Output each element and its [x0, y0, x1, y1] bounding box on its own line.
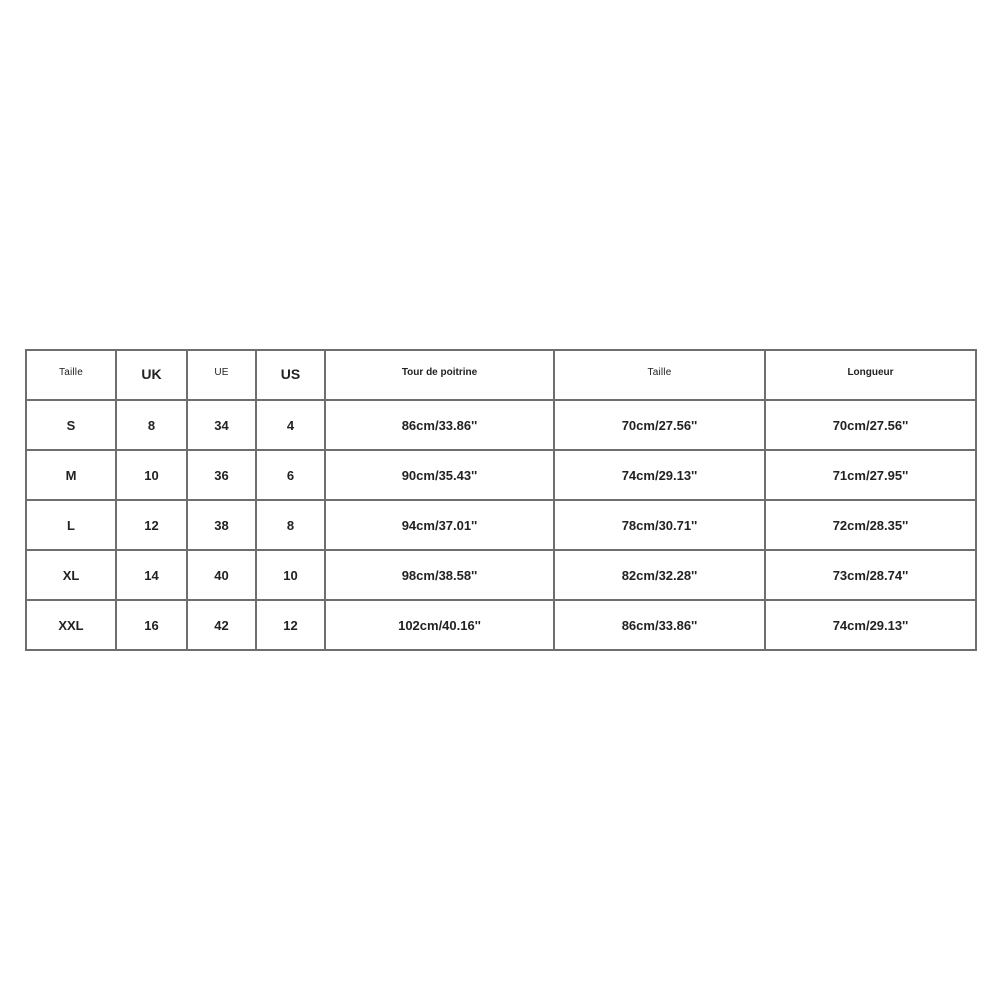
header-label: Longueur — [847, 367, 894, 378]
header-cell-us — [256, 350, 325, 400]
table-row — [26, 550, 976, 600]
header-label: US — [280, 366, 301, 382]
table-row — [26, 500, 976, 550]
header-cell-ue — [187, 350, 256, 400]
table-cell: S — [26, 400, 116, 450]
table-cell: XXL — [26, 600, 116, 650]
header-cell-bust — [325, 350, 554, 400]
table-row — [26, 450, 976, 500]
header-cell-size — [26, 350, 116, 400]
table-cell: 38 — [187, 500, 256, 550]
header-label: Taille — [59, 367, 83, 378]
table-cell: 36 — [187, 450, 256, 500]
size-chart-table — [25, 349, 977, 651]
header-label: Tour de poitrine — [401, 367, 478, 378]
table-cell: 4 — [256, 400, 325, 450]
table-cell: 14 — [116, 550, 187, 600]
table-cell: 70cm/27.56'' — [765, 400, 976, 450]
table-cell: L — [26, 500, 116, 550]
header-cell-length — [765, 350, 976, 400]
table-cell: 74cm/29.13'' — [765, 600, 976, 650]
table-cell: 6 — [256, 450, 325, 500]
table-cell: 86cm/33.86'' — [554, 600, 765, 650]
table-cell: 94cm/37.01'' — [325, 500, 554, 550]
table-cell: 8 — [256, 500, 325, 550]
header-label: UE — [214, 367, 229, 378]
table-cell: 40 — [187, 550, 256, 600]
header-cell-waist — [554, 350, 765, 400]
table-cell: 71cm/27.95'' — [765, 450, 976, 500]
table-cell: 86cm/33.86'' — [325, 400, 554, 450]
table-cell: 78cm/30.71'' — [554, 500, 765, 550]
table-cell: 8 — [116, 400, 187, 450]
table-row — [26, 400, 976, 450]
table-cell: 34 — [187, 400, 256, 450]
table-header-row — [26, 350, 976, 400]
table-cell: 72cm/28.35'' — [765, 500, 976, 550]
table-cell: 12 — [256, 600, 325, 650]
table-cell: 90cm/35.43'' — [325, 450, 554, 500]
table-row — [26, 600, 976, 650]
table-cell: XL — [26, 550, 116, 600]
table-cell: 74cm/29.13'' — [554, 450, 765, 500]
table-cell: 102cm/40.16'' — [325, 600, 554, 650]
table-cell: 42 — [187, 600, 256, 650]
header-label: Taille — [647, 367, 672, 378]
table-cell: 10 — [256, 550, 325, 600]
table-cell: 82cm/32.28'' — [554, 550, 765, 600]
table-cell: 73cm/28.74'' — [765, 550, 976, 600]
table-cell: 10 — [116, 450, 187, 500]
header-cell-uk — [116, 350, 187, 400]
table-cell: 12 — [116, 500, 187, 550]
table-cell: M — [26, 450, 116, 500]
table-cell: 16 — [116, 600, 187, 650]
header-label: UK — [141, 366, 162, 382]
table-cell: 70cm/27.56'' — [554, 400, 765, 450]
table-cell: 98cm/38.58'' — [325, 550, 554, 600]
